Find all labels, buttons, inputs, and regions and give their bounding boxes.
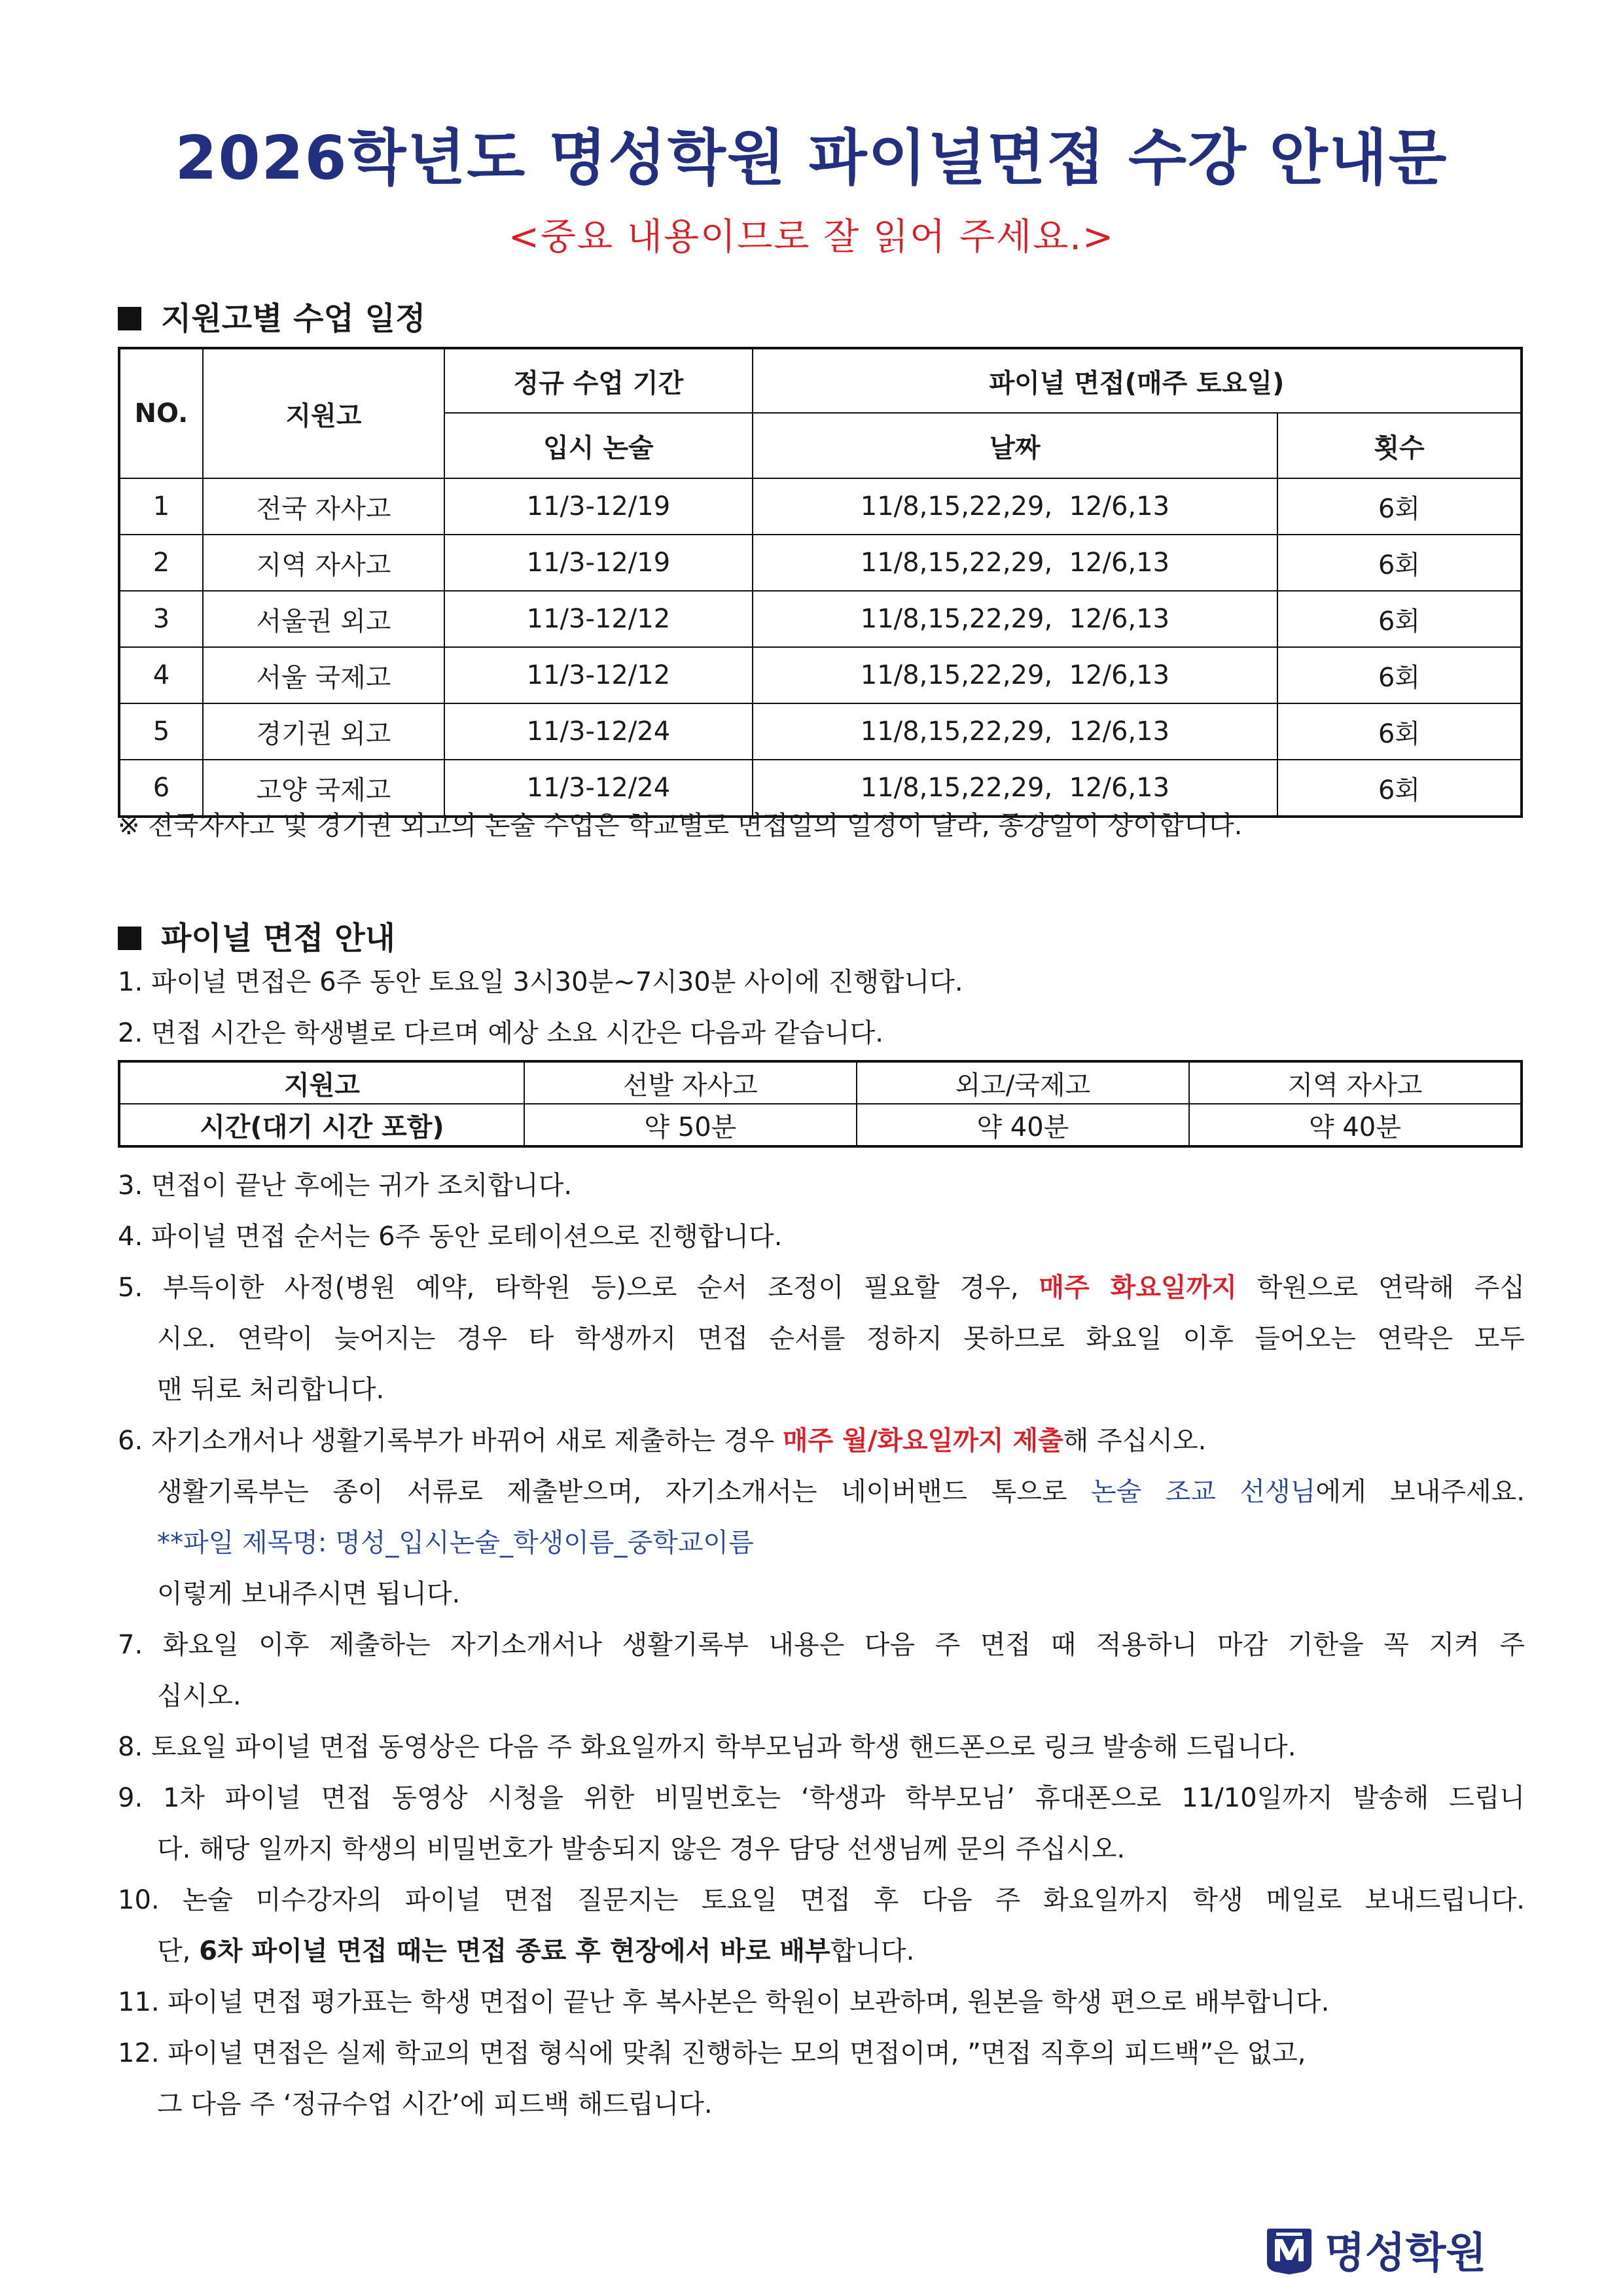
guide-item-12-cont: 그 다음 주 ‘정규수업 시간’에 피드백 해드립니다. bbox=[157, 2089, 713, 2119]
cell-dates: 11/8,15,22,29, 12/6,13 bbox=[753, 591, 1277, 647]
guide-item-5-highlight: 매주 화요일까지 bbox=[1039, 1273, 1237, 1303]
cell-count: 6회 bbox=[1277, 591, 1522, 647]
guide-item-6-blue: 논술 조교 선생님 bbox=[1090, 1477, 1316, 1507]
cell-period: 11/3-12/19 bbox=[444, 535, 753, 591]
duration-table bbox=[118, 1060, 1523, 1148]
header-final-interview: 파이널 면접(매주 토요일) bbox=[753, 348, 1522, 413]
schedule-note: ※ 전국자사고 및 경기권 외고의 논술 수업은 학교별로 면접일의 일정이 달라, 종강일이 상이합니다. bbox=[118, 811, 1243, 841]
header-regular-period: 정규 수업 기간 bbox=[444, 348, 753, 413]
header-no: NO. bbox=[119, 348, 203, 478]
guide-item-6 bbox=[118, 1415, 1525, 1466]
guide-item-10-text: 합니다. bbox=[830, 1936, 915, 1966]
guide-item-6-highlight: 매주 월/화요일까지 제출 bbox=[782, 1426, 1063, 1456]
page-title: 2026학년도 명성학원 파이널면접 수강 안내문 bbox=[175, 123, 1448, 193]
guide-item-6-text: 에게 보내주세요. bbox=[1315, 1477, 1525, 1507]
guide-item-6-cont bbox=[118, 1466, 1525, 1517]
guide-item-4: 4. 파이널 면접 순서는 6주 동안 로테이션으로 진행합니다. bbox=[118, 1222, 783, 1252]
cell-count: 6회 bbox=[1277, 703, 1522, 760]
cell-count: 6회 bbox=[1277, 760, 1522, 817]
cell-dates: 11/8,15,22,29, 12/6,13 bbox=[753, 478, 1277, 535]
table-row bbox=[119, 535, 1522, 591]
table-row bbox=[119, 591, 1522, 647]
duration-value: 약 50분 bbox=[524, 1104, 857, 1146]
cell-no: 6 bbox=[119, 760, 203, 817]
logo-text: 명성학원 bbox=[1325, 2229, 1487, 2278]
cell-count: 6회 bbox=[1277, 535, 1522, 591]
guide-item-7: 7. 화요일 이후 제출하는 자기소개서나 생활기록부 내용은 다음 주 면접 때 적용하니 마감 기한을 꼭 지켜 주 bbox=[118, 1630, 1525, 1660]
square-bullet-icon bbox=[118, 927, 141, 950]
duration-value: 약 40분 bbox=[1189, 1104, 1522, 1146]
table-row bbox=[119, 647, 1522, 703]
header-date: 날짜 bbox=[753, 413, 1277, 478]
guide-item-5-cont: 시오. 연락이 늦어지는 경우 타 학생까지 면접 순서를 정하지 못하므로 화요일 이후 들어오는 연락은 모두 bbox=[157, 1324, 1525, 1354]
guide-item-9: 9. 1차 파이널 면접 동영상 시청을 위한 비밀번호는 ‘학생과 학부모님’ 휴대폰으로 11/10일까지 발송해 드립니 bbox=[118, 1783, 1525, 1813]
cell-count: 6회 bbox=[1277, 647, 1522, 703]
guide-item-5-text: 5. 부득이한 사정(병원 예약, 타학원 등)으로 순서 조정이 필요할 경우, bbox=[118, 1273, 1039, 1303]
guide-item-5-text: 학원으로 연락해 주십 bbox=[1236, 1273, 1525, 1303]
cell-count: 6회 bbox=[1277, 478, 1522, 535]
guide-item-9-cont: 다. 해당 일까지 학생의 비밀번호가 발송되지 않은 경우 담당 선생님께 문의 주십시오. bbox=[157, 1834, 1126, 1864]
myeongseong-logo-icon bbox=[1263, 2223, 1315, 2276]
section-guide-title: 파이널 면접 안내 bbox=[161, 920, 395, 957]
cell-school: 지역 자사고 bbox=[203, 535, 444, 591]
guide-items bbox=[118, 1160, 1525, 2130]
guide-item-6-text: 6. 자기소개서나 생활기록부가 바뀌어 새로 제출하는 경우 bbox=[118, 1426, 783, 1456]
cell-period: 11/3-12/12 bbox=[444, 647, 753, 703]
duration-header-school: 지원고 bbox=[119, 1061, 524, 1104]
cell-dates: 11/8,15,22,29, 12/6,13 bbox=[753, 535, 1277, 591]
cell-school: 고양 국제고 bbox=[203, 760, 444, 817]
guide-item-1: 1. 파이널 면접은 6주 동안 토요일 3시30분~7시30분 사이에 진행합니다. bbox=[118, 967, 963, 997]
guide-item-11: 11. 파이널 면접 평가표는 학생 면접이 끝난 후 복사본은 학원이 보관하며, 원본을 학생 편으로 배부합니다. bbox=[118, 1987, 1330, 2017]
header-regular-sub: 입시 논술 bbox=[444, 413, 753, 478]
cell-dates: 11/8,15,22,29, 12/6,13 bbox=[753, 703, 1277, 760]
guide-item-5-cont: 맨 뒤로 처리합니다. bbox=[157, 1375, 385, 1405]
duration-label: 외고/국제고 bbox=[857, 1061, 1189, 1104]
page-subtitle: <중요 내용이므로 잘 읽어 주세요.> bbox=[508, 216, 1115, 258]
cell-no: 3 bbox=[119, 591, 203, 647]
table-row bbox=[119, 478, 1522, 535]
section-schedule-heading bbox=[118, 293, 425, 338]
guide-item-2: 2. 면접 시간은 학생별로 다르며 예상 소요 시간은 다음과 같습니다. bbox=[118, 1018, 883, 1048]
table-row bbox=[119, 703, 1522, 760]
cell-no: 5 bbox=[119, 703, 203, 760]
guide-item-6-text: 생활기록부는 종이 서류로 제출받으며, 자기소개서는 네이버밴드 톡으로 bbox=[157, 1477, 1091, 1507]
cell-no: 1 bbox=[119, 478, 203, 535]
guide-item-12: 12. 파이널 면접은 실제 학교의 면접 형식에 맞춰 진행하는 모의 면접이며, ”면접 직후의 피드백”은 없고, bbox=[118, 2038, 1306, 2068]
cell-dates: 11/8,15,22,29, 12/6,13 bbox=[753, 647, 1277, 703]
duration-header-time: 시간(대기 시간 포함) bbox=[119, 1104, 524, 1146]
guide-item-7-cont: 십시오. bbox=[157, 1681, 241, 1711]
header-count: 횟수 bbox=[1277, 413, 1522, 478]
duration-value: 약 40분 bbox=[857, 1104, 1189, 1146]
logo bbox=[1263, 2217, 1525, 2282]
guide-item-3: 3. 면접이 끝난 후에는 귀가 조치합니다. bbox=[118, 1171, 573, 1201]
cell-no: 2 bbox=[119, 535, 203, 591]
guide-item-6-cont: 이렇게 보내주시면 됩니다. bbox=[157, 1579, 461, 1609]
cell-period: 11/3-12/19 bbox=[444, 478, 753, 535]
section-schedule-title: 지원고별 수업 일정 bbox=[161, 300, 426, 337]
cell-school: 서울권 외고 bbox=[203, 591, 444, 647]
guide-item-6-text: 해 주십시오. bbox=[1063, 1426, 1207, 1456]
guide-item-8: 8. 토요일 파이널 면접 동영상은 다음 주 화요일까지 학부모님과 학생 핸드폰으로 링크 발송해 드립니다. bbox=[118, 1732, 1296, 1762]
cell-dates: 11/8,15,22,29, 12/6,13 bbox=[753, 760, 1277, 817]
duration-label: 선발 자사고 bbox=[524, 1061, 857, 1104]
cell-period: 11/3-12/24 bbox=[444, 760, 753, 817]
guide-item-10-text: 단, bbox=[157, 1936, 200, 1966]
cell-school: 경기권 외고 bbox=[203, 703, 444, 760]
cell-school: 서울 국제고 bbox=[203, 647, 444, 703]
schedule-table bbox=[118, 347, 1523, 818]
guide-item-10: 10. 논술 미수강자의 파이널 면접 질문지는 토요일 면접 후 다음 주 화요일까지 학생 메일로 보내드립니다. bbox=[118, 1885, 1525, 1915]
section-guide-heading bbox=[118, 913, 395, 958]
cell-no: 4 bbox=[119, 647, 203, 703]
duration-label: 지역 자사고 bbox=[1189, 1061, 1522, 1104]
guide-item-10-bold: 6차 파이널 면접 때는 면접 종료 후 현장에서 바로 배부 bbox=[199, 1936, 830, 1966]
guide-items-top bbox=[118, 957, 1525, 1059]
cell-period: 11/3-12/24 bbox=[444, 703, 753, 760]
guide-item-6-filename: **파일 제목명: 명성_입시논술_학생이름_중학교이름 bbox=[157, 1528, 754, 1558]
cell-school: 전국 자사고 bbox=[203, 478, 444, 535]
square-bullet-icon bbox=[118, 307, 141, 330]
guide-item-10-cont bbox=[118, 1926, 1525, 1977]
header-school: 지원고 bbox=[203, 348, 444, 478]
cell-period: 11/3-12/12 bbox=[444, 591, 753, 647]
guide-item-5 bbox=[118, 1262, 1525, 1313]
